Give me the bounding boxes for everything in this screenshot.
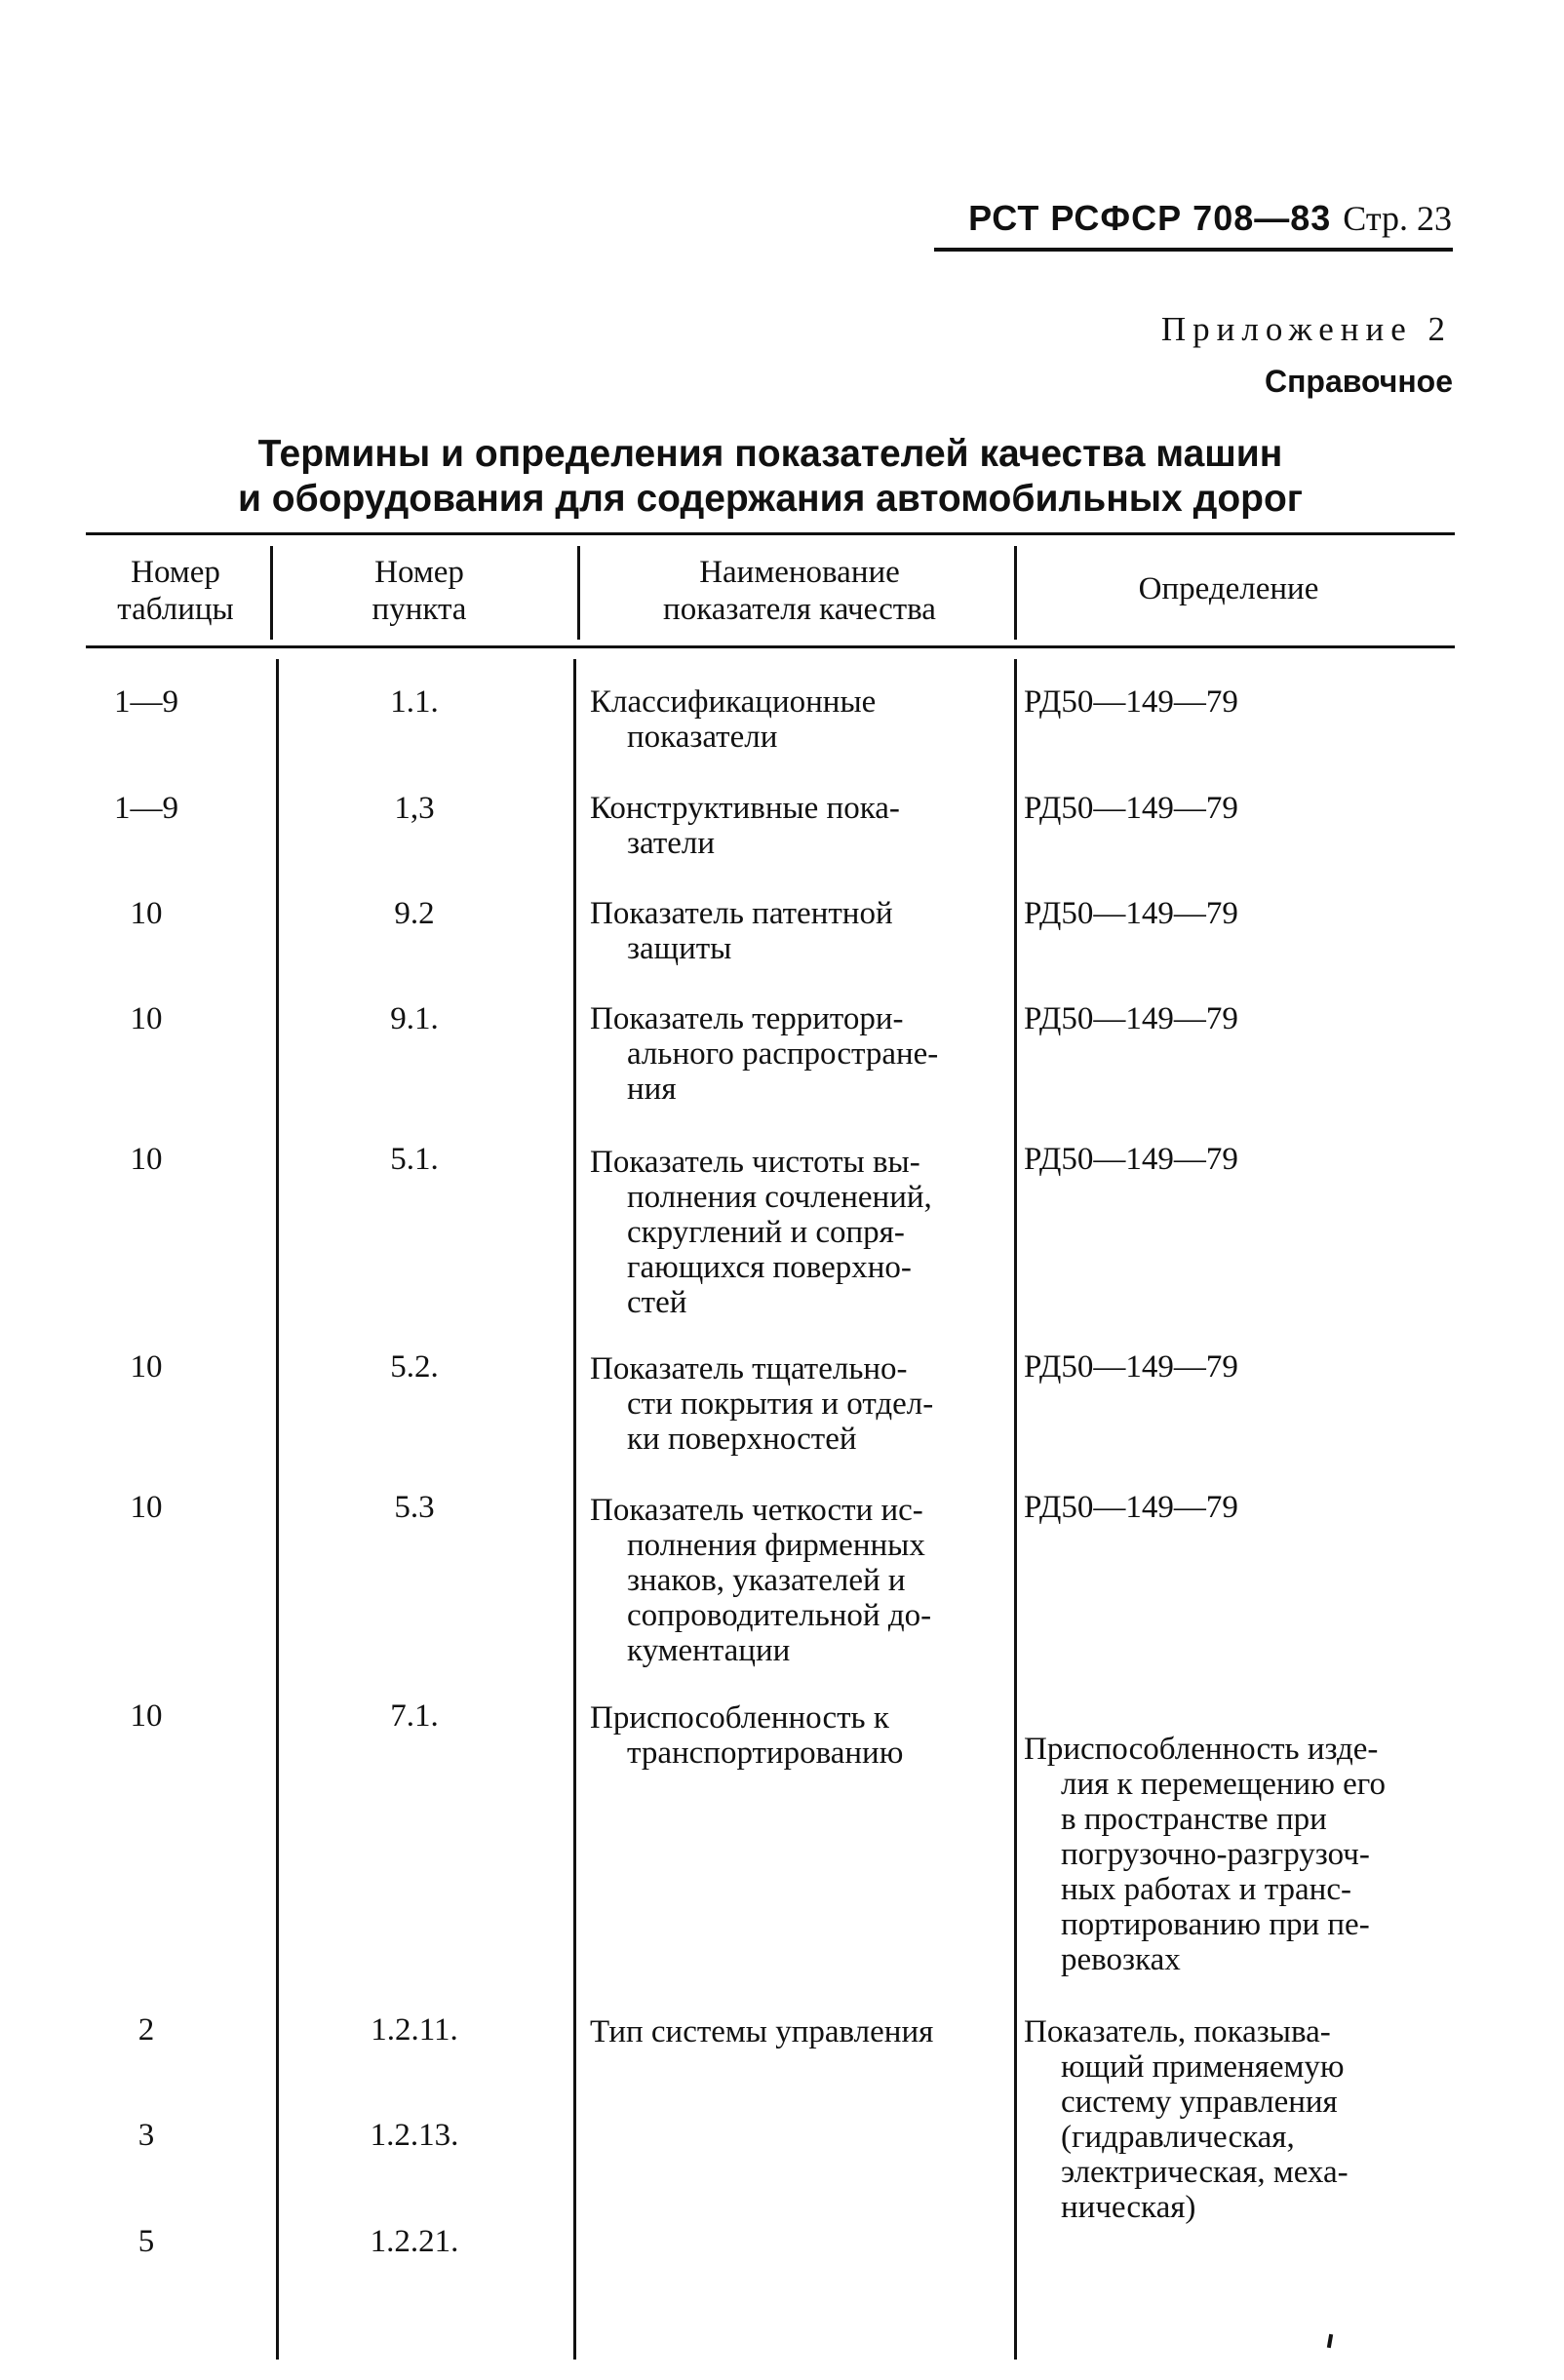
- header-indicator-name: Наименование показателя качества: [663, 555, 936, 627]
- header-item-number: Номер пункта: [371, 555, 467, 627]
- header-table-number: Номер таблицы: [117, 555, 234, 627]
- running-head-rule: [934, 248, 1453, 252]
- column-divider: [573, 659, 576, 2360]
- table-row-8-table-number: 2: [137, 2012, 155, 2048]
- table-row-7-name: Приспособленность к транспортированию: [590, 1700, 904, 1771]
- document-title-line-1: Термины и определения показателей качества машин: [257, 433, 1283, 475]
- table-row-8-item-number: 1.2.11.: [371, 2012, 458, 2048]
- table-row-3-table-number: 10: [130, 1001, 163, 1036]
- table-row-7-item-number: 7.1.: [390, 1698, 439, 1734]
- table-row-4-definition: РД50—149—79: [1024, 1142, 1238, 1177]
- table-row-5-item-number: 5.2.: [390, 1349, 439, 1385]
- table-row-8-name: Тип системы управления: [590, 2014, 934, 2049]
- table-row-3-definition: РД50—149—79: [1024, 1001, 1238, 1036]
- table-row-5-name: Показатель тщательно- сти покрытия и отдел- ки поверхностей: [590, 1351, 934, 1457]
- running-head: [968, 198, 1452, 239]
- column-divider: [577, 546, 580, 640]
- page-number: Стр. 23: [1343, 199, 1452, 238]
- table-row-6-name: Показатель четкости ис- полнения фирменных знаков, указателей и сопроводительной до- кументации: [590, 1493, 932, 1668]
- column-divider: [1014, 546, 1017, 640]
- table-row-10-item-number: 1.2.21.: [370, 2224, 459, 2259]
- table-row-0-item-number: 1.1.: [390, 684, 439, 720]
- appendix-label: Приложение 2: [1160, 310, 1452, 348]
- table-row-4-item-number: 5.1.: [390, 1142, 439, 1177]
- table-row-9-item-number: 1.2.13.: [370, 2118, 459, 2153]
- table-row-2-name: Показатель патентной защиты: [590, 896, 893, 966]
- print-speck: [1327, 2334, 1333, 2348]
- table-row-5-definition: РД50—149—79: [1024, 1349, 1238, 1385]
- table-row-0-definition: РД50—149—79: [1024, 684, 1238, 720]
- table-row-1-name: Конструктивные пока- затели: [590, 791, 900, 861]
- standard-code: РСТ РСФСР 708—83: [968, 198, 1332, 238]
- table-row-7-table-number: 10: [130, 1698, 163, 1734]
- table-row-5-table-number: 10: [130, 1349, 163, 1385]
- table-row-1-table-number: 1—9: [114, 791, 178, 826]
- table-row-0-name: Классификационные показатели: [590, 684, 877, 755]
- table-row-2-item-number: 9.2: [394, 896, 435, 931]
- table-row-9-table-number: 3: [137, 2118, 155, 2153]
- table-row-6-definition: РД50—149—79: [1024, 1490, 1238, 1525]
- table-row-6-table-number: 10: [130, 1490, 163, 1525]
- document-title-line-2: и оборудования для содержания автомобильных дорог: [237, 478, 1304, 520]
- header-definition: Определение: [1138, 571, 1319, 606]
- table-header-rule: [86, 645, 1455, 648]
- table-row-0-table-number: 1—9: [114, 684, 178, 720]
- appendix-type: Справочное: [1264, 364, 1453, 399]
- table-row-10-table-number: 5: [137, 2224, 155, 2259]
- table-row-3-item-number: 9.1.: [390, 1001, 439, 1036]
- column-divider: [1014, 659, 1017, 2360]
- column-divider: [276, 659, 279, 2360]
- column-divider: [270, 546, 273, 640]
- table-row-4-table-number: 10: [130, 1142, 163, 1177]
- table-row-8-definition: Показатель, показыва- ющий применяемую систему управления (гидравлическая, электрическая, меха- ническая): [1024, 2014, 1349, 2225]
- table-row-1-item-number: 1,3: [394, 791, 435, 826]
- table-row-7-definition: Приспособленность изде- лия к перемещению его в пространстве при погрузочно-разгрузоч- ных работах и транс- портированию при пе- ревозках: [1024, 1732, 1386, 1977]
- table-row-1-definition: РД50—149—79: [1024, 791, 1238, 826]
- table-row-4-name: Показатель чистоты вы- полнения сочленений, скруглений и сопря- гающихся поверхно- стей: [590, 1145, 932, 1320]
- table-row-6-item-number: 5.3: [394, 1490, 435, 1525]
- table-top-rule: [86, 532, 1455, 535]
- table-row-2-definition: РД50—149—79: [1024, 896, 1238, 931]
- table-row-3-name: Показатель территори- ального распростране- ния: [590, 1001, 939, 1107]
- table-row-2-table-number: 10: [130, 896, 163, 931]
